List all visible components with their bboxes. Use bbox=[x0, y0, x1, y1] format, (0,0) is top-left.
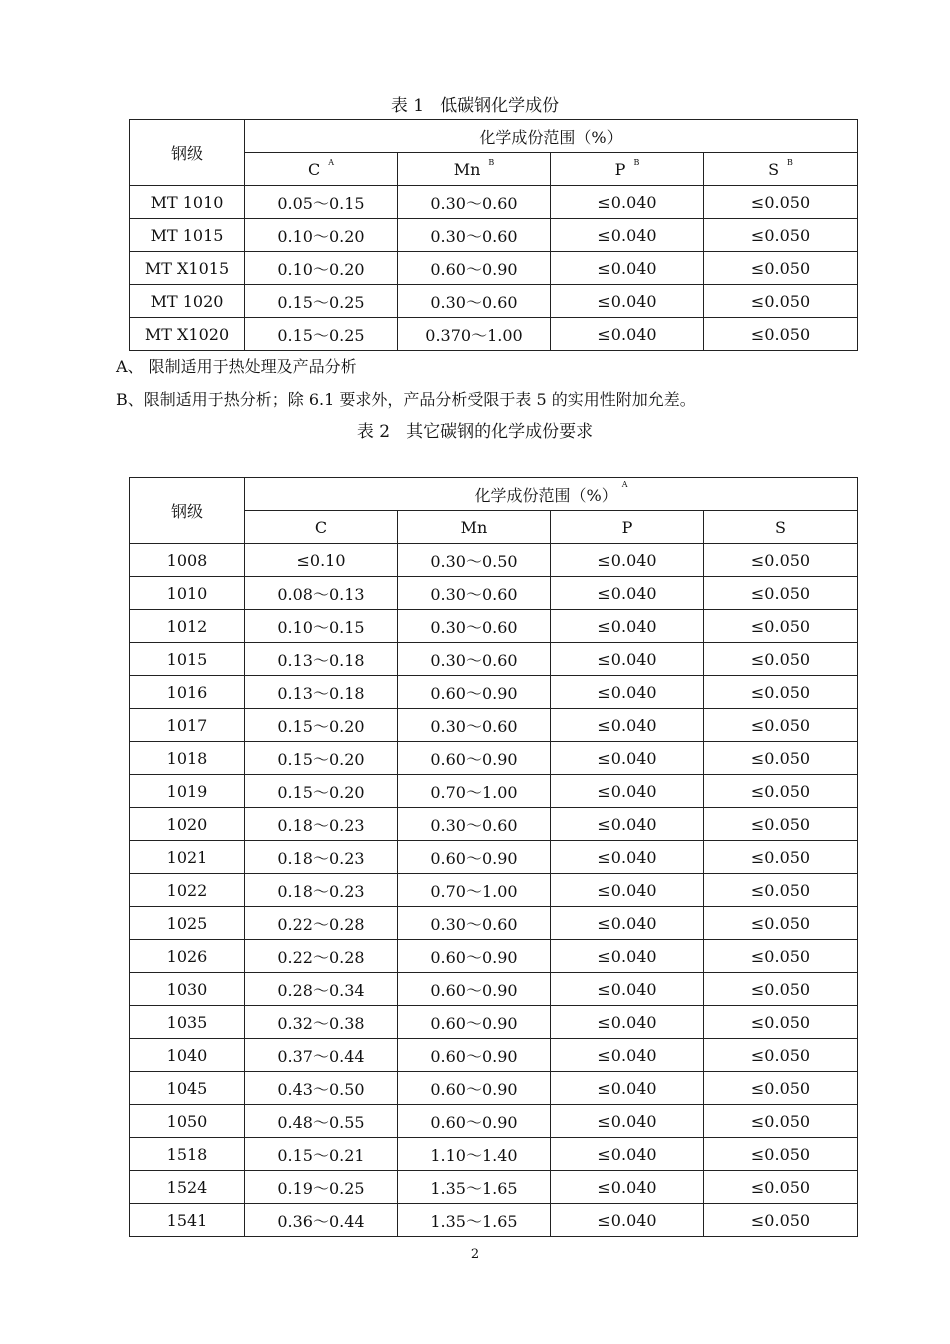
table1-col-s: S $^B$ bbox=[704, 153, 858, 186]
table2-col-s: S bbox=[704, 511, 858, 544]
table-cell-value: ≤0.040 bbox=[551, 1204, 704, 1237]
table-cell-value: ≤0.040 bbox=[551, 186, 704, 219]
table-cell-value: ≤0.040 bbox=[551, 973, 704, 1006]
table-cell-value: 0.30～0.60 bbox=[398, 285, 551, 318]
table-cell-value: 0.48～0.55 bbox=[245, 1105, 398, 1138]
table-cell-value: 0.30～0.60 bbox=[398, 643, 551, 676]
table-row bbox=[130, 709, 858, 742]
table2-col-mn: Mn bbox=[398, 511, 551, 544]
table-cell-value: 1.10～1.40 bbox=[398, 1138, 551, 1171]
table-cell-grade: 1015 bbox=[130, 643, 245, 676]
page-number: 2 bbox=[470, 1247, 480, 1262]
table-cell-grade: 1040 bbox=[130, 1039, 245, 1072]
table-row bbox=[130, 1039, 858, 1072]
table2-caption bbox=[0, 420, 950, 444]
table-row bbox=[130, 219, 858, 252]
table-cell-value: 0.28～0.34 bbox=[245, 973, 398, 1006]
table-cell-grade: 1019 bbox=[130, 775, 245, 808]
table-row bbox=[130, 742, 858, 775]
table-cell-grade: 1016 bbox=[130, 676, 245, 709]
table-cell-value: ≤0.040 bbox=[551, 940, 704, 973]
table-cell-value: 0.60～0.90 bbox=[398, 676, 551, 709]
table-row bbox=[130, 676, 858, 709]
table-cell-value: 0.18～0.23 bbox=[245, 841, 398, 874]
table-cell-value: ≤0.040 bbox=[551, 1138, 704, 1171]
table-cell-value: ≤0.050 bbox=[704, 940, 858, 973]
table-cell-value: ≤0.050 bbox=[704, 973, 858, 1006]
table-row bbox=[130, 874, 858, 907]
table-cell-value: 0.30～0.60 bbox=[398, 610, 551, 643]
table-cell-value: ≤0.040 bbox=[551, 841, 704, 874]
table-row bbox=[130, 1006, 858, 1039]
table-cell-value: 0.60～0.90 bbox=[398, 841, 551, 874]
table-cell-grade: 1050 bbox=[130, 1105, 245, 1138]
table-cell-value: ≤0.050 bbox=[704, 1072, 858, 1105]
table-cell-value: ≤0.050 bbox=[704, 709, 858, 742]
table-row bbox=[130, 940, 858, 973]
table-cell-grade: 1017 bbox=[130, 709, 245, 742]
table-cell-value: ≤0.050 bbox=[704, 1105, 858, 1138]
table-cell-value: ≤0.040 bbox=[551, 318, 704, 351]
table-cell-grade: 1012 bbox=[130, 610, 245, 643]
table-cell-value: ≤0.040 bbox=[551, 907, 704, 940]
table-cell-grade: 1021 bbox=[130, 841, 245, 874]
table-row bbox=[130, 252, 858, 285]
table-cell-grade: 1018 bbox=[130, 742, 245, 775]
table-cell-value: ≤0.050 bbox=[704, 285, 858, 318]
table-cell-value: ≤0.050 bbox=[704, 544, 858, 577]
table-cell-grade: MT 1015 bbox=[130, 219, 245, 252]
table-cell-value: ≤0.040 bbox=[551, 1072, 704, 1105]
table1-caption-title: 低碳钢化学成份 bbox=[440, 96, 560, 116]
table-cell-grade: MT X1015 bbox=[130, 252, 245, 285]
table-cell-value: ≤0.050 bbox=[704, 1171, 858, 1204]
table1-header-range: 化学成份范围（%） bbox=[245, 120, 858, 153]
table-cell-grade: 1524 bbox=[130, 1171, 245, 1204]
table-row bbox=[130, 808, 858, 841]
table1-header-grade: 钢级 bbox=[130, 120, 245, 186]
table-cell-value: 0.10～0.15 bbox=[245, 610, 398, 643]
table1-low-carbon-steel bbox=[129, 119, 858, 351]
table-row bbox=[130, 841, 858, 874]
table-cell-value: 0.15～0.25 bbox=[245, 318, 398, 351]
table-cell-value: ≤0.040 bbox=[551, 1105, 704, 1138]
table-cell-grade: 1010 bbox=[130, 577, 245, 610]
table-cell-value: 0.30～0.50 bbox=[398, 544, 551, 577]
table-cell-value: 0.370～1.00 bbox=[398, 318, 551, 351]
table-cell-value: ≤0.050 bbox=[704, 1138, 858, 1171]
table-cell-value: 0.30～0.60 bbox=[398, 577, 551, 610]
table1-col-c: C $^A$ bbox=[245, 153, 398, 186]
table-cell-value: ≤0.040 bbox=[551, 252, 704, 285]
table-cell-grade: 1045 bbox=[130, 1072, 245, 1105]
table1-col-p: P $^B$ bbox=[551, 153, 704, 186]
table1-caption-number: 表 1 bbox=[390, 96, 425, 116]
table-cell-value: 0.60～0.90 bbox=[398, 1039, 551, 1072]
table-row bbox=[130, 973, 858, 1006]
table-cell-value: 0.05～0.15 bbox=[245, 186, 398, 219]
table-cell-value: ≤0.040 bbox=[551, 1039, 704, 1072]
table-cell-value: 0.37～0.44 bbox=[245, 1039, 398, 1072]
table-row bbox=[130, 643, 858, 676]
table-cell-value: 1.35～1.65 bbox=[398, 1171, 551, 1204]
table-cell-value: ≤0.040 bbox=[551, 643, 704, 676]
table-cell-value: 0.60～0.90 bbox=[398, 1072, 551, 1105]
table-cell-value: ≤0.050 bbox=[704, 742, 858, 775]
table2-header-range: 化学成份范围（%）$^A$ bbox=[245, 478, 858, 511]
table2-header-grade: 钢级 bbox=[130, 478, 245, 544]
table-cell-value: ≤0.050 bbox=[704, 676, 858, 709]
note-b: B、限制适用于热分析；除 6.1 要求外，产品分析受限于表 5 的实用性附加允差。 bbox=[116, 390, 696, 409]
table-cell-value: ≤0.040 bbox=[551, 775, 704, 808]
table-row bbox=[130, 577, 858, 610]
table-cell-value: 0.18～0.23 bbox=[245, 808, 398, 841]
table-cell-value: ≤0.050 bbox=[704, 808, 858, 841]
table-cell-value: 0.70～1.00 bbox=[398, 874, 551, 907]
table-cell-value: 0.19～0.25 bbox=[245, 1171, 398, 1204]
table-cell-value: 0.60～0.90 bbox=[398, 742, 551, 775]
table-cell-value: 0.30～0.60 bbox=[398, 219, 551, 252]
table-cell-value: ≤0.050 bbox=[704, 577, 858, 610]
table-cell-value: 0.22～0.28 bbox=[245, 940, 398, 973]
table-cell-value: ≤0.050 bbox=[704, 1006, 858, 1039]
table-cell-value: ≤0.040 bbox=[551, 219, 704, 252]
table-cell-value: 0.36～0.44 bbox=[245, 1204, 398, 1237]
table-row bbox=[130, 318, 858, 351]
table-cell-value: ≤0.050 bbox=[704, 1204, 858, 1237]
table-row bbox=[130, 907, 858, 940]
table-cell-value: ≤0.040 bbox=[551, 285, 704, 318]
table-cell-value: ≤0.050 bbox=[704, 252, 858, 285]
table-cell-value: 0.43～0.50 bbox=[245, 1072, 398, 1105]
table-cell-value: ≤0.040 bbox=[551, 874, 704, 907]
table-cell-value: 0.60～0.90 bbox=[398, 940, 551, 973]
table-cell-value: 0.18～0.23 bbox=[245, 874, 398, 907]
table-cell-value: 0.60～0.90 bbox=[398, 252, 551, 285]
table-row bbox=[130, 1138, 858, 1171]
table-cell-value: ≤0.040 bbox=[551, 610, 704, 643]
table-cell-value: 0.13～0.18 bbox=[245, 643, 398, 676]
table-cell-grade: 1022 bbox=[130, 874, 245, 907]
table-cell-value: 0.60～0.90 bbox=[398, 973, 551, 1006]
table2-caption-number: 表 2 bbox=[356, 422, 391, 442]
table-cell-value: ≤0.040 bbox=[551, 676, 704, 709]
table-cell-value: ≤0.050 bbox=[704, 186, 858, 219]
table-cell-value: ≤0.10 bbox=[245, 544, 398, 577]
table-cell-value: 1.35～1.65 bbox=[398, 1204, 551, 1237]
table-cell-grade: MT 1020 bbox=[130, 285, 245, 318]
table-cell-value: 0.60～0.90 bbox=[398, 1006, 551, 1039]
table-cell-value: 0.15～0.25 bbox=[245, 285, 398, 318]
table-cell-value: 0.15～0.20 bbox=[245, 709, 398, 742]
table-cell-value: 0.10～0.20 bbox=[245, 219, 398, 252]
table-row bbox=[130, 1105, 858, 1138]
table-row bbox=[130, 1171, 858, 1204]
table-cell-value: ≤0.040 bbox=[551, 1006, 704, 1039]
table1-col-mn: Mn $^B$ bbox=[398, 153, 551, 186]
table-cell-value: ≤0.050 bbox=[704, 907, 858, 940]
table-cell-grade: MT X1020 bbox=[130, 318, 245, 351]
table-cell-value: 0.22～0.28 bbox=[245, 907, 398, 940]
table-row bbox=[130, 285, 858, 318]
table-cell-grade: 1026 bbox=[130, 940, 245, 973]
table-cell-value: ≤0.040 bbox=[551, 742, 704, 775]
table-cell-value: ≤0.050 bbox=[704, 219, 858, 252]
table-cell-value: 0.70～1.00 bbox=[398, 775, 551, 808]
table-row bbox=[130, 544, 858, 577]
table-cell-value: ≤0.040 bbox=[551, 1171, 704, 1204]
table-cell-grade: 1020 bbox=[130, 808, 245, 841]
table-cell-value: ≤0.050 bbox=[704, 874, 858, 907]
table-cell-value: 0.30～0.60 bbox=[398, 808, 551, 841]
table-cell-value: ≤0.050 bbox=[704, 841, 858, 874]
table-cell-value: ≤0.040 bbox=[551, 808, 704, 841]
note-a: A、 限制适用于热处理及产品分析 bbox=[116, 357, 357, 376]
table-row bbox=[130, 610, 858, 643]
table-cell-value: 0.10～0.20 bbox=[245, 252, 398, 285]
table-cell-value: 0.60～0.90 bbox=[398, 1105, 551, 1138]
table-cell-value: 0.15～0.20 bbox=[245, 742, 398, 775]
table-cell-grade: MT 1010 bbox=[130, 186, 245, 219]
table2-caption-title: 其它碳钢的化学成份要求 bbox=[406, 422, 594, 442]
table-cell-grade: 1025 bbox=[130, 907, 245, 940]
table-cell-grade: 1030 bbox=[130, 973, 245, 1006]
table2-other-carbon-steel bbox=[129, 477, 858, 1237]
table1-caption bbox=[0, 94, 950, 118]
table-cell-value: 0.32～0.38 bbox=[245, 1006, 398, 1039]
table-cell-value: 0.13～0.18 bbox=[245, 676, 398, 709]
table-row bbox=[130, 1204, 858, 1237]
table-cell-value: ≤0.040 bbox=[551, 709, 704, 742]
table-cell-value: 0.30～0.60 bbox=[398, 186, 551, 219]
table-cell-value: ≤0.050 bbox=[704, 318, 858, 351]
table-cell-value: ≤0.050 bbox=[704, 775, 858, 808]
table2-col-c: C bbox=[245, 511, 398, 544]
table-cell-grade: 1035 bbox=[130, 1006, 245, 1039]
table-row bbox=[130, 186, 858, 219]
table-cell-value: ≤0.050 bbox=[704, 1039, 858, 1072]
table-cell-value: 0.30～0.60 bbox=[398, 907, 551, 940]
table-cell-value: 0.08～0.13 bbox=[245, 577, 398, 610]
table-cell-value: ≤0.040 bbox=[551, 577, 704, 610]
table-cell-value: 0.15～0.20 bbox=[245, 775, 398, 808]
table-cell-grade: 1008 bbox=[130, 544, 245, 577]
table-cell-value: 0.30～0.60 bbox=[398, 709, 551, 742]
table-row bbox=[130, 775, 858, 808]
table-cell-value: 0.15～0.21 bbox=[245, 1138, 398, 1171]
table-cell-value: ≤0.040 bbox=[551, 544, 704, 577]
table2-col-p: P bbox=[551, 511, 704, 544]
table-row bbox=[130, 1072, 858, 1105]
table-cell-value: ≤0.050 bbox=[704, 610, 858, 643]
table-cell-value: ≤0.050 bbox=[704, 643, 858, 676]
table-cell-grade: 1518 bbox=[130, 1138, 245, 1171]
table-cell-grade: 1541 bbox=[130, 1204, 245, 1237]
